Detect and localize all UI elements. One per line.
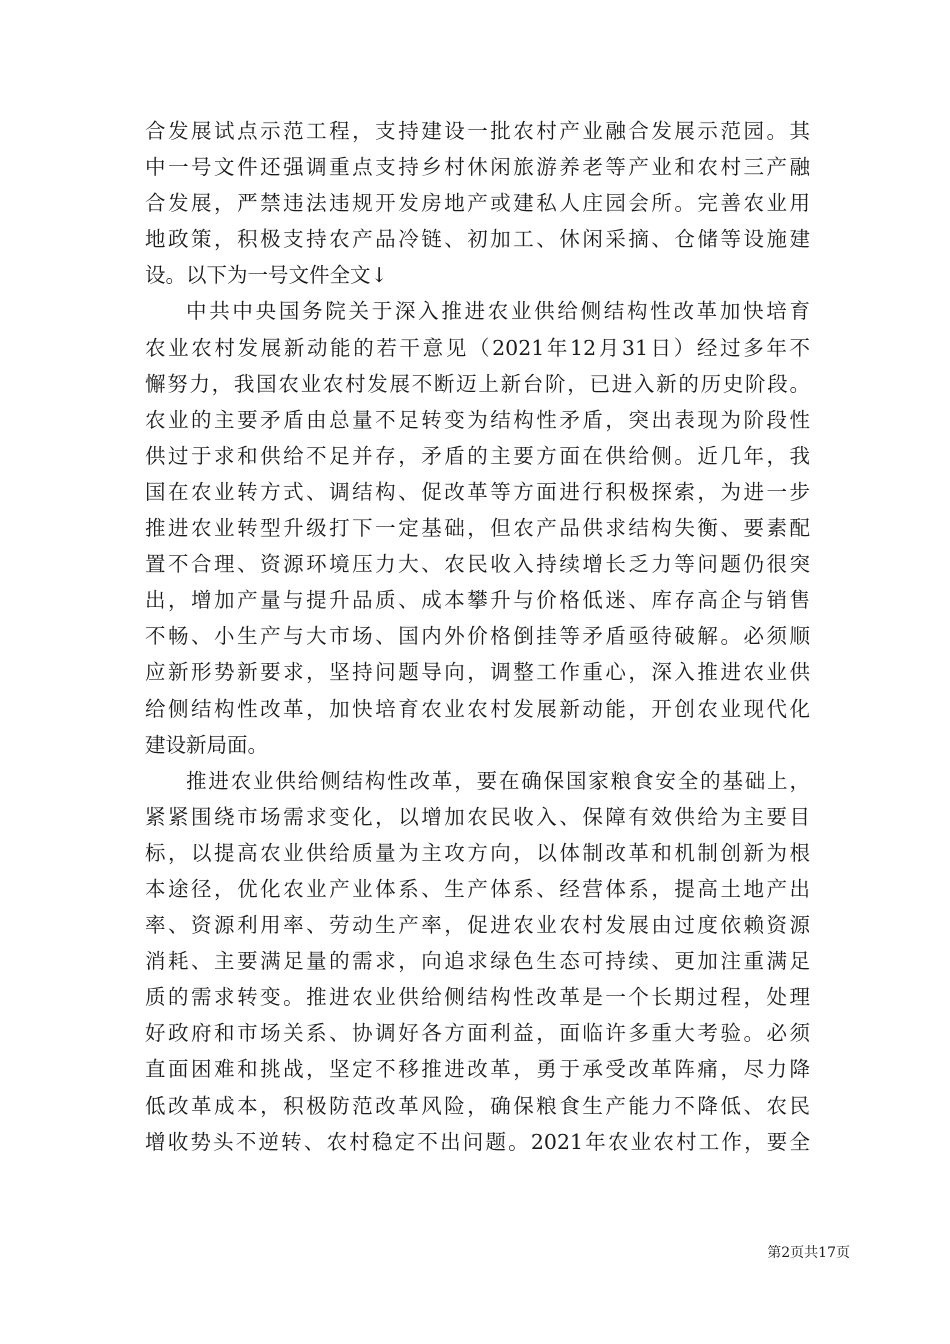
- text-line: 给侧结构性改革，加快培育农业农村发展新动能，开创农业现代化: [145, 696, 810, 721]
- text-line: 出，增加产量与提升品质、成本攀升与价格低迷、库存高企与销售: [145, 588, 810, 613]
- page-number-footer: 第2页共17页: [767, 1245, 850, 1261]
- text-line: 质的需求转变。推进农业供给侧结构性改革是一个长期过程，处理: [145, 985, 810, 1010]
- text-line: 农业农村发展新动能的若干意见（2021年12月31日）经过多年不: [145, 335, 810, 360]
- text-line: 中共中央国务院关于深入推进农业供给侧结构性改革加快培育: [186, 299, 810, 324]
- text-line: 地政策，积极支持农产品冷链、初加工、休闲采摘、仓储等设施建: [145, 227, 810, 252]
- text-line: 紧紧围绕市场需求变化，以增加农民收入、保障有效供给为主要目: [145, 804, 810, 829]
- text-line: 消耗、主要满足量的需求，向追求绿色生态可持续、更加注重满足: [145, 949, 810, 974]
- text-line: 供过于求和供给不足并存，矛盾的主要方面在供给侧。近几年，我: [145, 443, 810, 468]
- text-line: 合发展试点示范工程，支持建设一批农村产业融合发展示范园。其: [145, 119, 810, 143]
- text-line: 国在农业转方式、调结构、促改革等方面进行积极探索，为进一步: [145, 479, 810, 504]
- text-line: 好政府和市场关系、协调好各方面利益，面临许多重大考验。必须: [145, 1021, 810, 1046]
- text-line: 直面困难和挑战，坚定不移推进改革，勇于承受改革阵痛，尽力降: [145, 1057, 810, 1082]
- text-line: 合发展，严禁违法违规开发房地产或建私人庄园会所。完善农业用: [145, 191, 810, 216]
- text-line: 低改革成本，积极防范改革风险，确保粮食生产能力不降低、农民: [145, 1093, 810, 1118]
- text-line: 设。以下为一号文件全文↓: [145, 263, 388, 288]
- text-line: 不畅、小生产与大市场、国内外价格倒挂等矛盾亟待破解。必须顺: [145, 624, 810, 649]
- text-line: 建设新局面。: [145, 732, 268, 757]
- document-body: [145, 113, 810, 1160]
- text-line: 率、资源利用率、劳动生产率，促进农业农村发展由过度依赖资源: [145, 913, 810, 938]
- text-line: 增收势头不逆转、农村稳定不出问题。2021年农业农村工作，要全: [145, 1129, 810, 1154]
- text-line: 农业的主要矛盾由总量不足转变为结构性矛盾，突出表现为阶段性: [145, 407, 810, 432]
- text-line: 推进农业转型升级打下一定基础，但农产品供求结构失衡、要素配: [145, 516, 810, 541]
- text-line: 应新形势新要求，坚持问题导向，调整工作重心，深入推进农业供: [145, 660, 810, 685]
- text-line: 推进农业供给侧结构性改革，要在确保国家粮食安全的基础上，: [186, 768, 810, 793]
- text-line: 本途径，优化农业产业体系、生产体系、经营体系，提高土地产出: [145, 876, 810, 901]
- text-line: 中一号文件还强调重点支持乡村休闲旅游养老等产业和农村三产融: [145, 155, 810, 180]
- text-line: 懈努力，我国农业农村发展不断迈上新台阶，已进入新的历史阶段。: [145, 371, 810, 396]
- text-line: 标，以提高农业供给质量为主攻方向，以体制改革和机制创新为根: [145, 840, 810, 865]
- text-line: 置不合理、资源环境压力大、农民收入持续增长乏力等问题仍很突: [145, 552, 810, 577]
